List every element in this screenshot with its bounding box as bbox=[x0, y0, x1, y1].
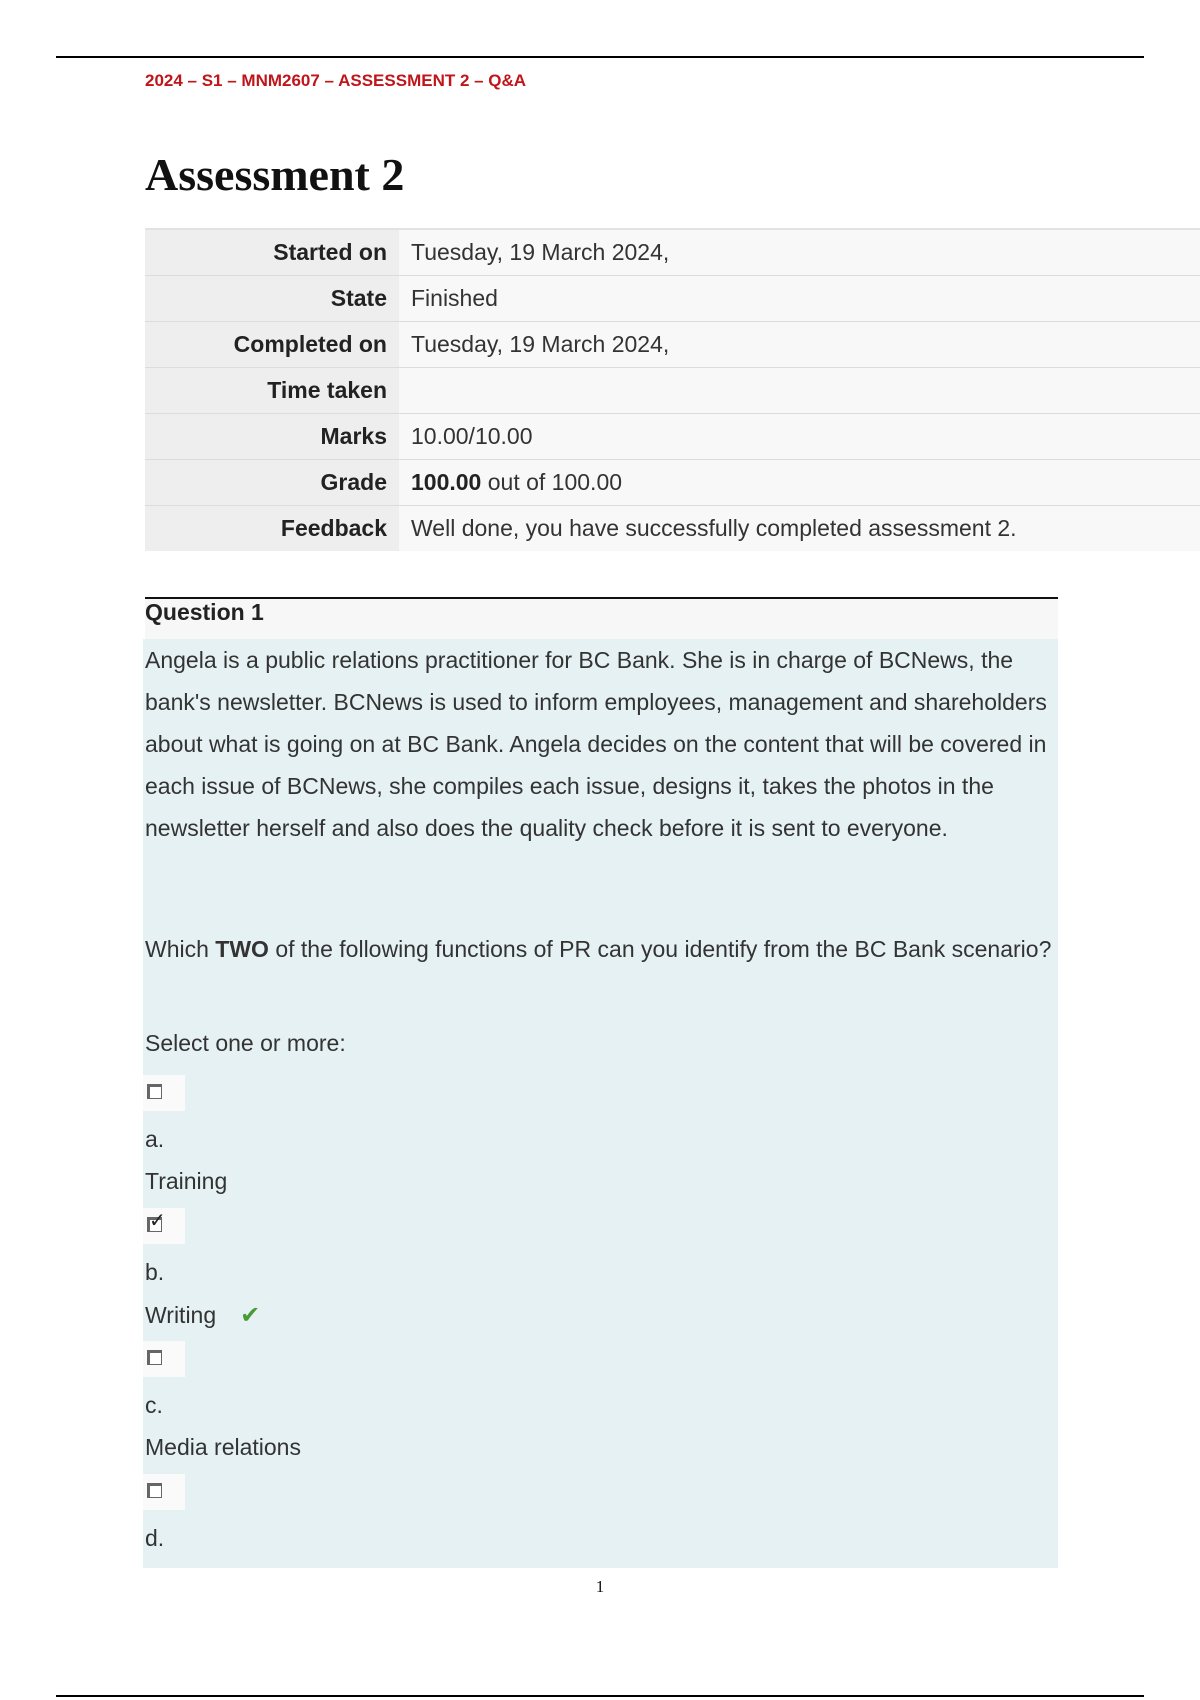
summary-label: Time taken bbox=[145, 368, 399, 414]
summary-label: Started on bbox=[145, 229, 399, 276]
question-prompt bbox=[145, 928, 1055, 970]
prompt-emphasis: TWO bbox=[215, 936, 269, 962]
option-a-letter: a. bbox=[145, 1126, 165, 1152]
page-title: Assessment 2 bbox=[145, 149, 405, 200]
select-instruction: Select one or more: bbox=[145, 1030, 346, 1056]
summary-label: State bbox=[145, 276, 399, 322]
top-rule bbox=[56, 56, 1144, 58]
correct-check-icon: ✔ bbox=[240, 1302, 261, 1329]
summary-label: Grade bbox=[145, 460, 399, 506]
question-number: Question 1 bbox=[145, 599, 264, 625]
check-mark-icon: ✓ bbox=[149, 1210, 166, 1232]
summary-row-feedback bbox=[145, 506, 1200, 552]
option-c-checkbox[interactable] bbox=[143, 1341, 185, 1377]
summary-row-state bbox=[145, 276, 1200, 322]
question-content bbox=[143, 639, 1058, 1568]
option-b-row bbox=[145, 1301, 260, 1330]
summary-row-started bbox=[145, 229, 1200, 276]
grade-score: 100.00 bbox=[411, 469, 482, 495]
option-c-text: Media relations bbox=[145, 1434, 301, 1460]
checkbox-box bbox=[147, 1084, 162, 1099]
document-header: 2024 – S1 – MNM2607 – ASSESSMENT 2 – Q&A bbox=[145, 71, 527, 90]
bottom-rule bbox=[56, 1695, 1144, 1697]
summary-row-time-taken bbox=[145, 368, 1200, 414]
summary-row-grade bbox=[145, 460, 1200, 506]
option-a-text: Training bbox=[145, 1168, 228, 1194]
summary-value: 10.00/10.00 bbox=[399, 414, 1200, 460]
attempt-summary-table bbox=[145, 228, 1200, 551]
prompt-end: of the following functions of PR can you identify from the BC Bank scenario? bbox=[268, 936, 1052, 962]
option-c-letter: c. bbox=[145, 1392, 163, 1418]
summary-label: Feedback bbox=[145, 506, 399, 552]
option-d-checkbox[interactable] bbox=[143, 1474, 185, 1510]
summary-value: Tuesday, 19 March 2024, bbox=[399, 229, 1200, 276]
summary-value: Tuesday, 19 March 2024, bbox=[399, 322, 1200, 368]
summary-value: Finished bbox=[399, 276, 1200, 322]
page-number: 1 bbox=[595, 1577, 605, 1596]
option-b-checkbox[interactable] bbox=[143, 1208, 185, 1244]
summary-row-marks bbox=[145, 414, 1200, 460]
option-b-letter: b. bbox=[145, 1259, 165, 1285]
option-b-text: Writing bbox=[145, 1302, 217, 1328]
prompt-start: Which bbox=[145, 936, 216, 962]
summary-value: Well done, you have successfully completed assessment 2. bbox=[399, 506, 1200, 552]
question-scenario: Angela is a public relations practitioner for BC Bank. She is in charge of BCNews, the bank's newsletter. BCNews is used to inform employees, management and shareholders about what is going on at BC Bank. Angela decides on the content that will be covered in each issue of BCNews, she compiles each issue, designs it, takes the photos in the newsletter herself and also does the quality check before it is sent to everyone. bbox=[145, 647, 1047, 841]
question-header bbox=[145, 599, 1058, 639]
option-d-letter: d. bbox=[145, 1525, 165, 1551]
summary-label: Marks bbox=[145, 414, 399, 460]
grade-total: out of 100.00 bbox=[481, 469, 623, 495]
summary-value bbox=[399, 460, 1200, 506]
checkbox-box bbox=[147, 1483, 162, 1498]
summary-value bbox=[399, 368, 1200, 414]
option-a-checkbox[interactable] bbox=[143, 1075, 185, 1111]
summary-label: Completed on bbox=[145, 322, 399, 368]
checkbox-box bbox=[147, 1350, 162, 1365]
summary-row-completed bbox=[145, 322, 1200, 368]
